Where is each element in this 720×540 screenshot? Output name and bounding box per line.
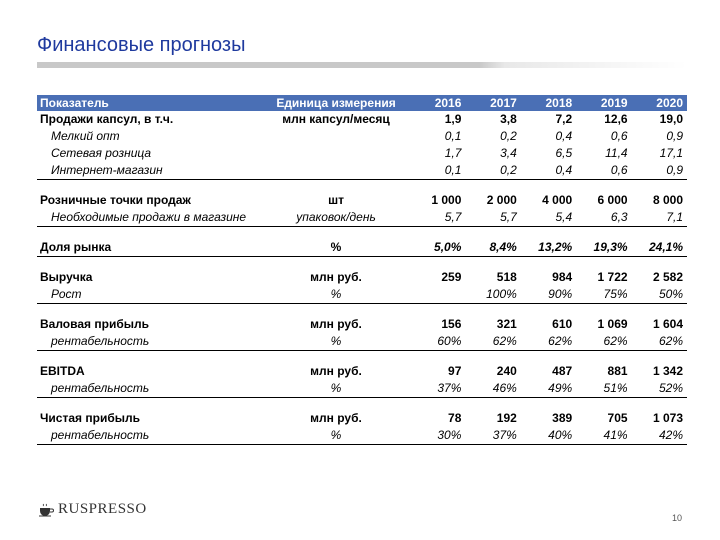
value-cell: 7,2 [555,112,573,126]
spacer-cell [37,180,262,193]
spacer-cell [576,180,631,193]
group-spacer [37,227,687,240]
page-number: 10 [672,513,683,523]
value-cell: 156 [441,317,462,331]
value-cell: 0,6 [610,129,628,143]
spacer-cell [410,351,465,364]
value-cell: 518 [496,270,517,284]
value-cell: 5,7 [410,209,465,227]
value-cell: 62% [465,333,520,351]
group-spacer [37,398,687,411]
table-row [37,286,687,304]
value-cell: 984 [552,270,573,284]
value-cell: 75% [576,286,631,304]
group-spacer [37,180,687,193]
value-cell: 100% [465,286,520,304]
table-row [37,192,687,209]
value-cell: 41% [576,427,631,445]
value-cell: 62% [576,333,631,351]
value-cell: 0,1 [444,129,462,143]
row-label: EBITDA [40,364,85,378]
value-cell: 30% [410,427,465,445]
value-cell: 90% [521,286,576,304]
value-cell: 0,9 [666,129,683,143]
spacer-cell [37,227,262,240]
spacer-cell [521,257,576,270]
value-cell: 51% [576,380,631,398]
value-cell: 42% [632,427,687,445]
table-row [37,269,687,286]
table-row [37,316,687,333]
table-header-row [37,95,687,111]
value-cell: 7,1 [632,209,687,227]
spacer-cell [262,304,410,317]
spacer-cell [576,398,631,411]
value-cell: 62% [632,333,687,351]
value-cell: 6,5 [555,146,573,160]
spacer-cell [521,351,576,364]
value-cell: 17,1 [659,146,683,160]
value-cell: 389 [552,411,573,425]
value-cell: 0,2 [500,129,517,143]
row-label: Выручка [40,270,93,284]
spacer-cell [410,180,465,193]
spacer-cell [262,398,410,411]
row-label: Рост [37,286,262,304]
value-cell: 1 604 [652,317,683,331]
row-unit: млн руб. [310,270,362,284]
row-label: Сетевая розница [51,146,152,160]
table-row [37,380,687,398]
spacer-cell [262,227,410,240]
spacer-cell [465,398,520,411]
spacer-cell [576,351,631,364]
spacer-cell [37,304,262,317]
spacer-cell [632,257,687,270]
row-label: Продажи капсул, в т.ч. [40,112,174,126]
value-cell: 78 [448,411,462,425]
header-indicator: Показатель [37,95,262,111]
value-cell: 1,7 [444,146,462,160]
table-row [37,363,687,380]
row-label: Мелкий опт [51,129,120,143]
value-cell: 1 342 [652,364,683,378]
row-label: Доля рынка [37,239,262,257]
value-cell: 97 [448,364,462,378]
value-cell: 40% [521,427,576,445]
row-unit [262,128,410,145]
company-logo [38,501,147,518]
value-cell: 0,6 [576,162,631,180]
value-cell: 24,1% [632,239,687,257]
value-cell: 37% [465,427,520,445]
spacer-cell [632,180,687,193]
spacer-cell [465,257,520,270]
page-title: Финансовые прогнозы [37,34,246,56]
table-row [37,145,687,162]
spacer-cell [632,227,687,240]
cup-icon [38,503,54,517]
row-label: рентабельность [37,427,262,445]
table-row [37,427,687,445]
value-cell: 240 [496,364,517,378]
value-cell: 487 [552,364,573,378]
spacer-cell [410,257,465,270]
value-cell: 5,4 [521,209,576,227]
spacer-cell [410,304,465,317]
value-cell: 60% [410,333,465,351]
value-cell: 49% [521,380,576,398]
spacer-cell [465,351,520,364]
value-cell: 3,4 [500,146,517,160]
group-spacer [37,304,687,317]
row-unit: шт [328,193,344,207]
table-row [37,162,687,180]
row-unit: % [262,427,410,445]
value-cell: 259 [441,270,462,284]
spacer-cell [37,257,262,270]
forecast-table [37,95,687,445]
row-unit [262,145,410,162]
row-label: Валовая прибыль [40,317,149,331]
title-underline [37,62,687,68]
spacer-cell [465,180,520,193]
value-cell: 2 000 [486,193,517,207]
table-row [37,239,687,257]
spacer-cell [37,351,262,364]
value-cell: 0,1 [410,162,465,180]
row-unit: млн руб. [310,411,362,425]
value-cell: 321 [496,317,517,331]
value-cell: 13,2% [521,239,576,257]
value-cell: 2 582 [652,270,683,284]
row-label: Чистая прибыль [40,411,140,425]
header-year: 2019 [576,95,631,111]
spacer-cell [521,304,576,317]
spacer-cell [521,180,576,193]
row-unit: млн руб. [310,364,362,378]
header-year: 2020 [632,95,687,111]
spacer-cell [576,227,631,240]
table-row [37,128,687,145]
spacer-cell [521,398,576,411]
value-cell: 8 000 [652,193,683,207]
table-row [37,209,687,227]
group-spacer [37,257,687,270]
value-cell: 19,0 [659,112,683,126]
spacer-cell [521,227,576,240]
logo-text: RUSPRESSO [58,501,147,517]
spacer-cell [37,398,262,411]
table-row [37,410,687,427]
row-unit: % [262,333,410,351]
spacer-cell [262,257,410,270]
row-unit: % [262,286,410,304]
value-cell: 1 073 [652,411,683,425]
row-label: Необходимые продажи в магазине [37,209,262,227]
spacer-cell [576,304,631,317]
group-spacer [37,351,687,364]
value-cell: 6,3 [576,209,631,227]
value-cell: 192 [496,411,517,425]
spacer-cell [410,398,465,411]
value-cell: 62% [521,333,576,351]
spacer-cell [465,227,520,240]
value-cell: 12,6 [604,112,628,126]
value-cell: 19,3% [576,239,631,257]
table-row [37,333,687,351]
value-cell: 1 069 [597,317,628,331]
value-cell: 6 000 [597,193,628,207]
value-cell: 46% [465,380,520,398]
value-cell [410,286,465,304]
spacer-cell [465,304,520,317]
value-cell: 705 [607,411,628,425]
value-cell: 8,4% [465,239,520,257]
value-cell: 37% [410,380,465,398]
spacer-cell [262,351,410,364]
value-cell: 1,9 [444,112,462,126]
value-cell: 0,4 [521,162,576,180]
value-cell: 5,0% [410,239,465,257]
header-year: 2017 [465,95,520,111]
value-cell: 52% [632,380,687,398]
table-row [37,111,687,128]
value-cell: 4 000 [542,193,573,207]
row-unit: млн руб. [310,317,362,331]
spacer-cell [262,180,410,193]
spacer-cell [576,257,631,270]
value-cell: 0,4 [555,129,573,143]
row-label: рентабельность [37,333,262,351]
value-cell: 1 000 [431,193,462,207]
value-cell: 50% [632,286,687,304]
table-body [37,111,687,445]
header-year: 2016 [410,95,465,111]
value-cell: 11,4 [605,146,628,160]
spacer-cell [632,398,687,411]
value-cell: 3,8 [500,112,517,126]
value-cell: 610 [552,317,573,331]
value-cell: 1 722 [597,270,628,284]
row-unit: млн капсул/месяц [282,112,390,126]
row-unit [262,162,410,180]
value-cell: 5,7 [465,209,520,227]
row-label: рентабельность [37,380,262,398]
value-cell: 881 [607,364,628,378]
spacer-cell [410,227,465,240]
header-year: 2018 [521,95,576,111]
row-label: Розничные точки продаж [40,193,191,207]
row-unit: % [262,239,410,257]
value-cell: 0,9 [632,162,687,180]
row-unit: упаковок/день [262,209,410,227]
row-unit: % [262,380,410,398]
value-cell: 0,2 [465,162,520,180]
spacer-cell [632,351,687,364]
row-label: Интернет-магазин [37,162,262,180]
header-unit: Единица измерения [262,95,410,111]
spacer-cell [632,304,687,317]
